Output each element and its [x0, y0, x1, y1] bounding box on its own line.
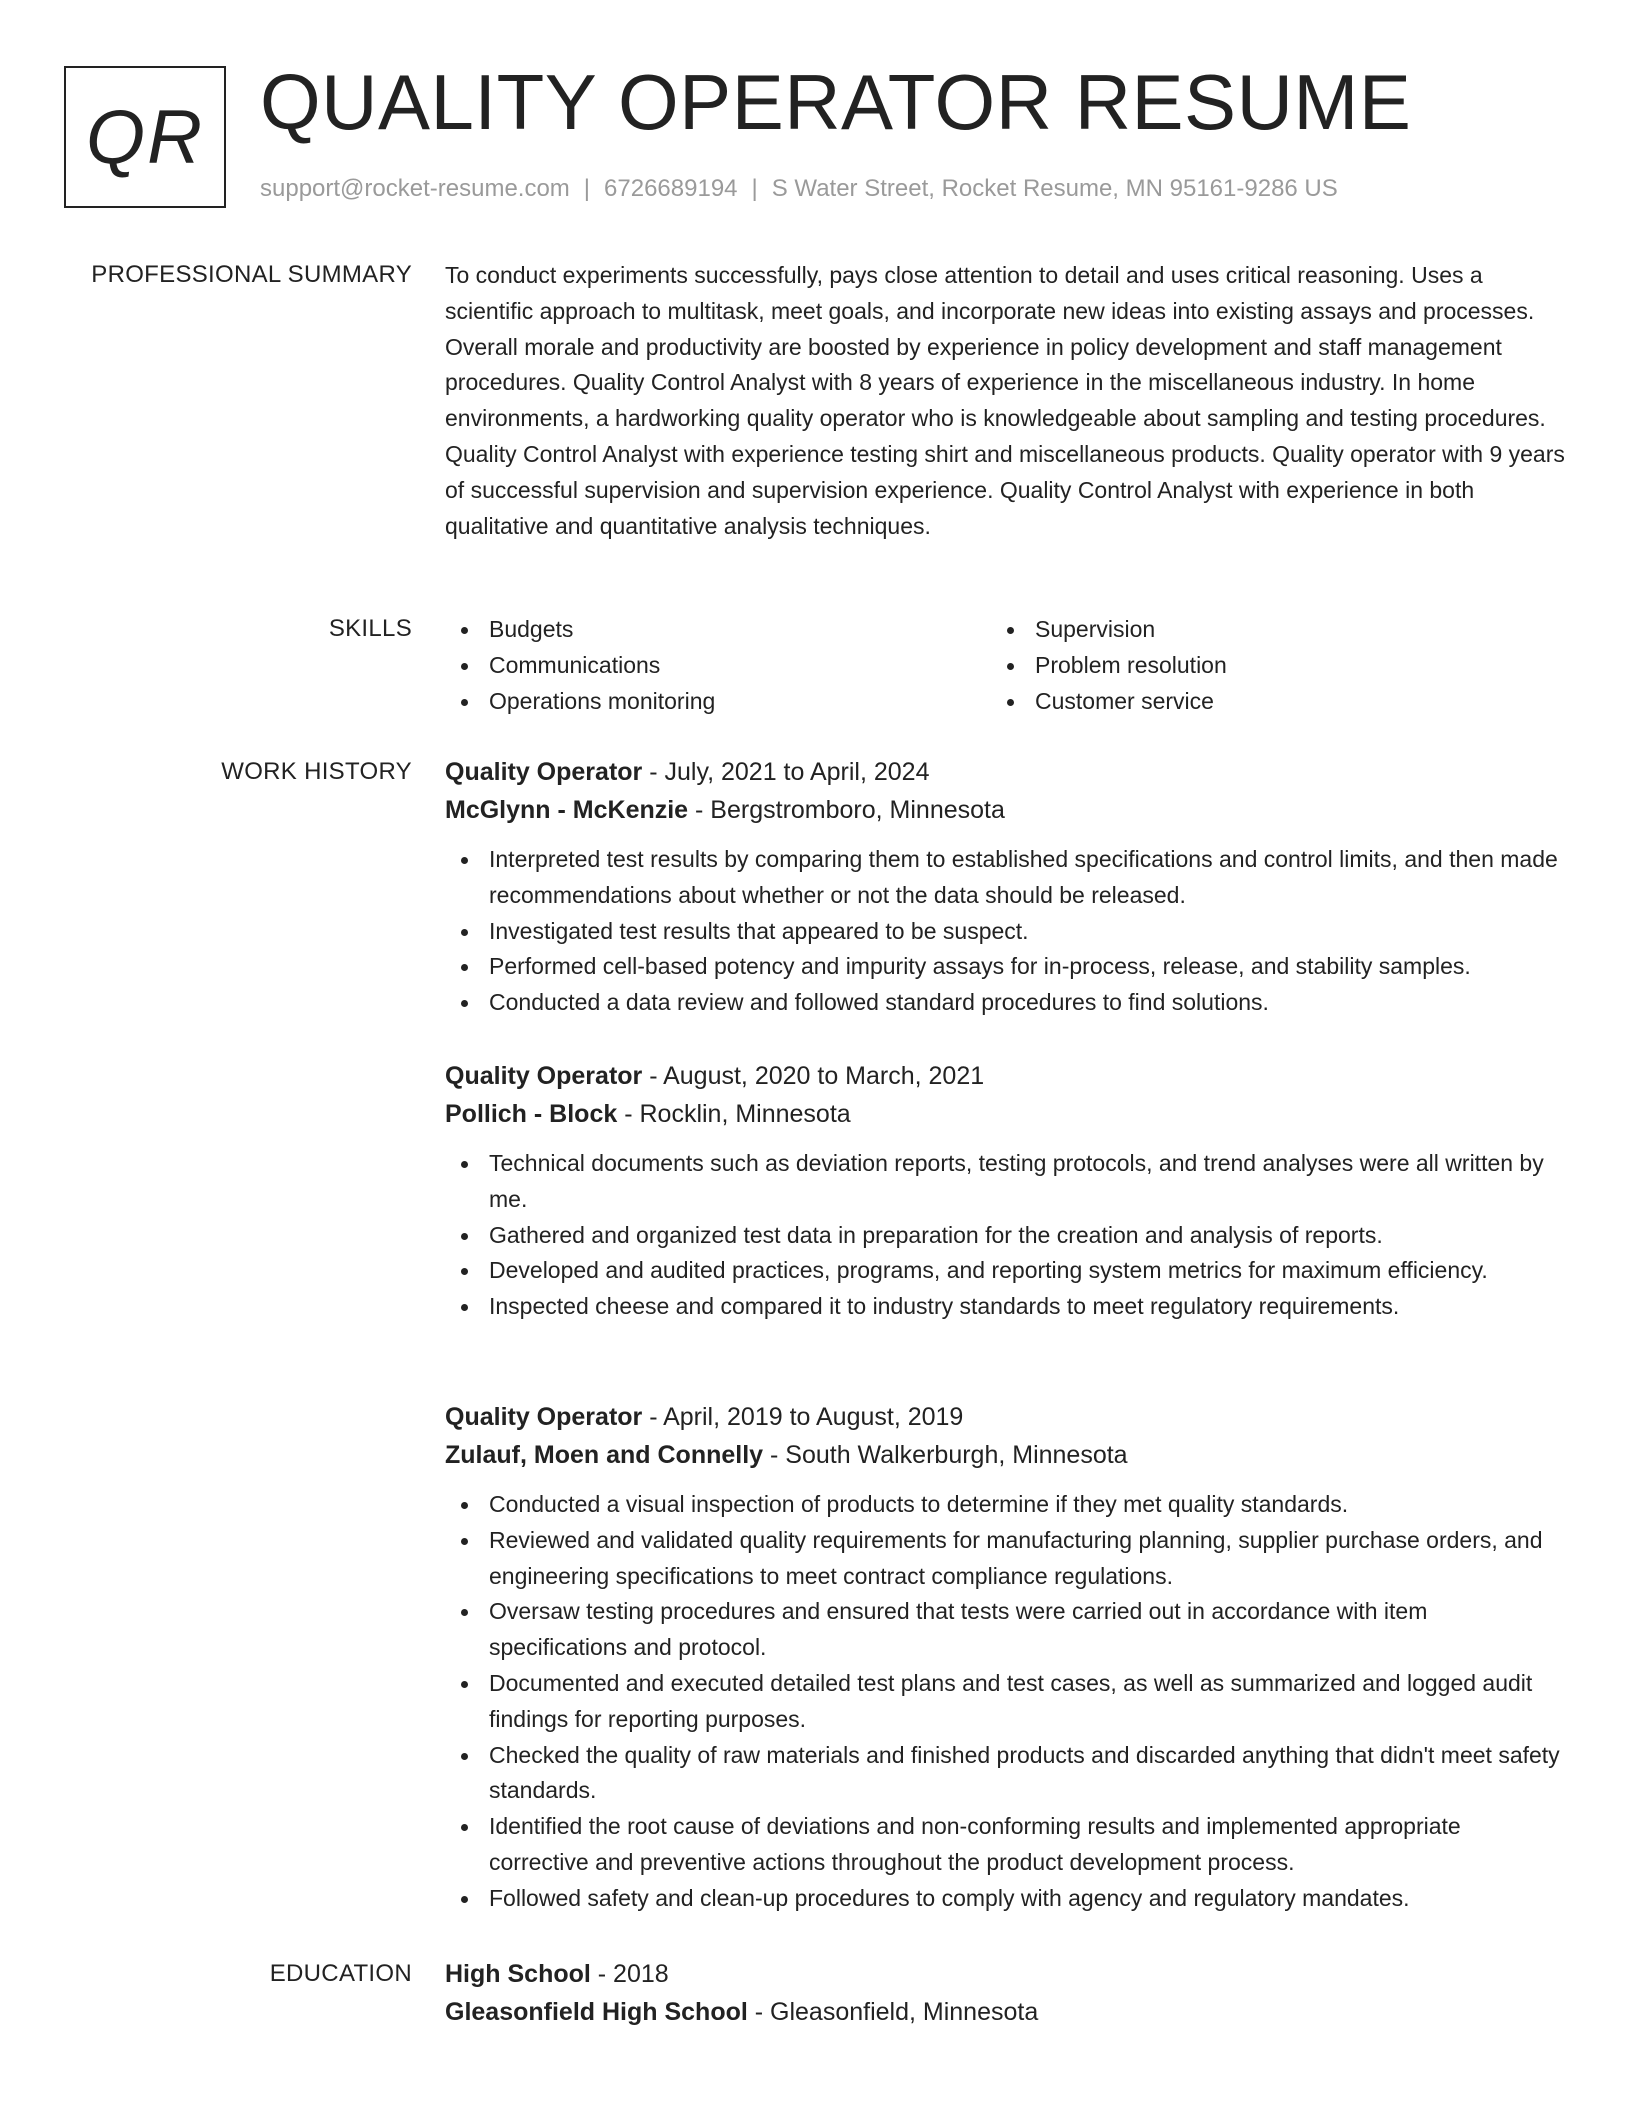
education-school-line	[445, 1993, 1565, 2031]
job-company: Zulauf, Moen and Connelly	[445, 1441, 764, 1469]
job-bullet: Documented and executed detailed test plans and test cases, as well as summarized and logged audit findings for reporting purposes.	[445, 1666, 1565, 1738]
job-entry	[445, 1057, 1565, 1325]
job-bullet: Investigated test results that appeared to be suspect.	[445, 914, 1565, 950]
contact-separator: |	[583, 175, 591, 202]
contact-email[interactable]: support@rocket-resume.com	[260, 175, 570, 202]
monogram-initials: QR	[86, 94, 204, 180]
job-bullet: Conducted a data review and followed standard procedures to find solutions.	[445, 985, 1565, 1021]
contact-line	[260, 172, 1338, 206]
education-degree-line	[445, 1955, 1565, 1993]
skill-item: Communications	[445, 648, 991, 684]
job-title: Quality Operator	[445, 1062, 643, 1090]
job-company-line	[445, 1095, 1565, 1133]
skill-item: Customer service	[991, 684, 1537, 720]
job-bullet: Conducted a visual inspection of products to determine if they met quality standards.	[445, 1487, 1565, 1523]
job-company: McGlynn - McKenzie	[445, 796, 689, 824]
job-dates: - July, 2021 to April, 2024	[642, 758, 930, 786]
education-year: - 2018	[590, 1960, 669, 1988]
skills-list-right	[991, 612, 1537, 719]
job-title: Quality Operator	[445, 1403, 643, 1431]
job-location: - South Walkerburgh, Minnesota	[763, 1441, 1128, 1469]
job-dates: - August, 2020 to March, 2021	[642, 1062, 985, 1090]
job-title-line	[445, 1057, 1565, 1095]
job-bullets	[445, 1487, 1565, 1917]
job-company-line	[445, 791, 1565, 829]
skill-item: Operations monitoring	[445, 684, 991, 720]
job-bullets	[445, 842, 1565, 1021]
job-bullet: Gathered and organized test data in preparation for the creation and analysis of reports.	[445, 1218, 1565, 1254]
job-location: - Rocklin, Minnesota	[617, 1100, 851, 1128]
job-entry	[445, 1398, 1565, 1917]
skill-item: Budgets	[445, 612, 991, 648]
job-bullet: Oversaw testing procedures and ensured that tests were carried out in accordance with item specifications and protocol.	[445, 1594, 1565, 1666]
section-label-summary: PROFESSIONAL SUMMARY	[91, 261, 412, 288]
job-bullet: Performed cell-based potency and impurity assays for in-process, release, and stability samples.	[445, 949, 1565, 985]
skills-grid	[445, 612, 1565, 719]
skill-item: Problem resolution	[991, 648, 1537, 684]
section-label-skills: SKILLS	[328, 615, 412, 642]
section-label-work-history: WORK HISTORY	[221, 758, 412, 785]
job-company-line	[445, 1436, 1565, 1474]
contact-separator: |	[751, 175, 758, 202]
job-bullets	[445, 1146, 1565, 1325]
education-location: - Gleasonfield, Minnesota	[747, 1998, 1039, 2026]
job-bullet: Followed safety and clean-up procedures to comply with agency and regulatory mandates.	[445, 1881, 1565, 1917]
monogram-box	[64, 66, 226, 208]
job-dates: - April, 2019 to August, 2019	[642, 1403, 964, 1431]
job-entry	[445, 753, 1565, 1021]
education-school: Gleasonfield High School	[445, 1998, 748, 2026]
job-title-line	[445, 1398, 1565, 1436]
contact-address: S Water Street, Rocket Resume, MN 95161-9286 US	[771, 175, 1338, 202]
education-degree: High School	[445, 1960, 591, 1988]
skills-list-left	[445, 612, 991, 719]
resume-title: QUALITY OPERATOR RESUME	[260, 58, 1412, 146]
summary-text: To conduct experiments successfully, pays close attention to detail and uses critical reasoning. Uses a scientific approach to multitask, meet goals, and incorporate new ideas into existing assays and processes. Overall morale and productivity are boosted by experience in policy development and staff management procedures. Quality Control Analyst with 8 years of experience in the miscellaneous industry. In home environments, a hardworking quality operator who is knowledgeable about sampling and testing procedures. Quality Control Analyst with experience testing shirt and miscellaneous products. Quality operator with 9 years of successful supervision and supervision experience. Quality Control Analyst with experience in both qualitative and quantitative analysis techniques.	[445, 262, 1565, 539]
job-bullet: Reviewed and validated quality requirements for manufacturing planning, supplier purchase orders, and engineering specifications to meet contract compliance regulations.	[445, 1523, 1565, 1595]
job-bullet: Interpreted test results by comparing them to established specifications and control limits, and then made recommendations about whether or not the data should be released.	[445, 842, 1565, 914]
section-label-education: EDUCATION	[269, 1960, 412, 1987]
job-company: Pollich - Block	[445, 1100, 618, 1128]
contact-phone[interactable]: 6726689194	[604, 175, 738, 202]
job-bullet: Identified the root cause of deviations and non-conforming results and implemented appropriate corrective and preventive actions throughout the product development process.	[445, 1809, 1565, 1881]
job-title: Quality Operator	[445, 758, 643, 786]
job-bullet: Technical documents such as deviation reports, testing protocols, and trend analyses were all written by me.	[445, 1146, 1565, 1218]
skill-item: Supervision	[991, 612, 1537, 648]
job-bullet: Developed and audited practices, programs, and reporting system metrics for maximum efficiency.	[445, 1253, 1565, 1289]
job-bullet: Inspected cheese and compared it to industry standards to meet regulatory requirements.	[445, 1289, 1565, 1325]
job-location: - Bergstromboro, Minnesota	[688, 796, 1005, 824]
job-bullet: Checked the quality of raw materials and finished products and discarded anything that didn't meet safety standards.	[445, 1738, 1565, 1810]
job-title-line	[445, 753, 1565, 791]
